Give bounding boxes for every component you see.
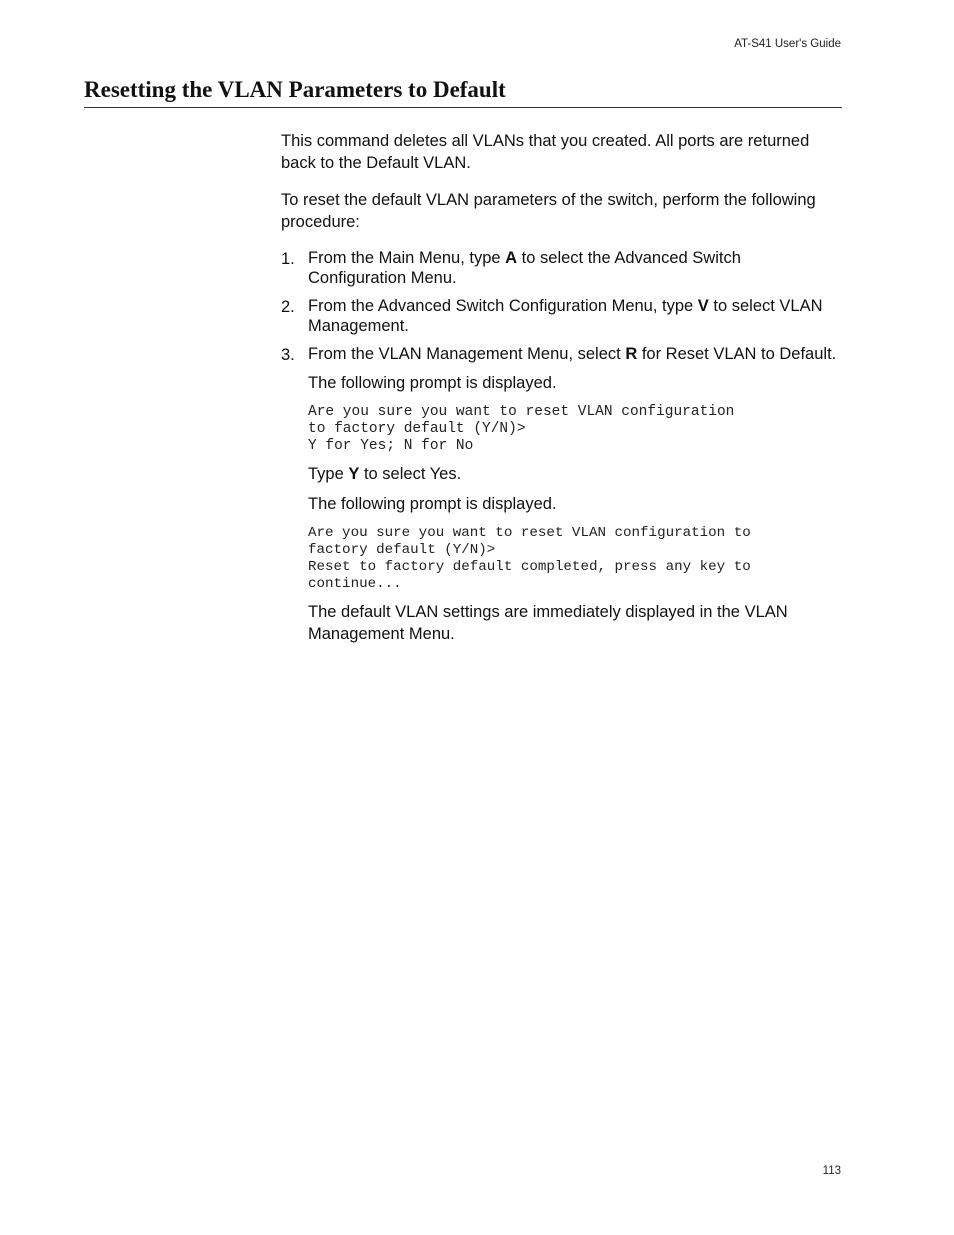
type-key: Y — [348, 465, 360, 483]
page-number: 113 — [822, 1165, 841, 1177]
step-key: V — [697, 297, 709, 315]
prompt-intro-1: The following prompt is displayed. — [308, 374, 557, 392]
procedure-steps — [281, 248, 843, 645]
body-column — [281, 130, 843, 653]
step-number: 3. — [281, 346, 295, 364]
type-text: to select Yes. — [359, 465, 462, 483]
closing-paragraph: The default VLAN settings are immediately displayed in the VLAN Management Menu. — [308, 603, 788, 643]
step-number: 2. — [281, 298, 295, 316]
step-1 — [281, 248, 843, 288]
step-text: From the Main Menu, type — [308, 249, 506, 267]
intro-paragraph-1: This command deletes all VLANs that you created. All ports are returned back to the Default VLAN. — [281, 132, 810, 172]
type-instruction — [308, 463, 843, 485]
step-key: R — [625, 345, 638, 363]
step-text: From the Advanced Switch Configuration Menu, type — [308, 297, 698, 315]
step-3 — [281, 344, 843, 645]
code-prompt-2: Are you sure you want to reset VLAN configuration to factory default (Y/N)> Reset to factory default completed, press any key to continue... — [308, 525, 751, 592]
step-text: From the VLAN Management Menu, select — [308, 345, 626, 363]
intro-paragraph-2: To reset the default VLAN parameters of the switch, perform the following procedure: — [281, 191, 816, 231]
section-title: Resetting the VLAN Parameters to Default — [84, 77, 842, 108]
step-2 — [281, 296, 843, 336]
running-header: AT-S41 User's Guide — [734, 38, 841, 50]
code-prompt-1: Are you sure you want to reset VLAN configuration to factory default (Y/N)> Y for Yes; N for No — [308, 404, 735, 454]
step-number: 1. — [281, 250, 295, 268]
step-key: A — [505, 249, 518, 267]
type-text: Type — [308, 465, 349, 483]
step-text: for Reset VLAN to Default. — [637, 345, 837, 363]
step-text: to select the Advanced Switch Configuration Menu. — [308, 249, 741, 287]
prompt-intro-2: The following prompt is displayed. — [308, 495, 557, 513]
step-text: to select VLAN Management. — [308, 297, 823, 335]
